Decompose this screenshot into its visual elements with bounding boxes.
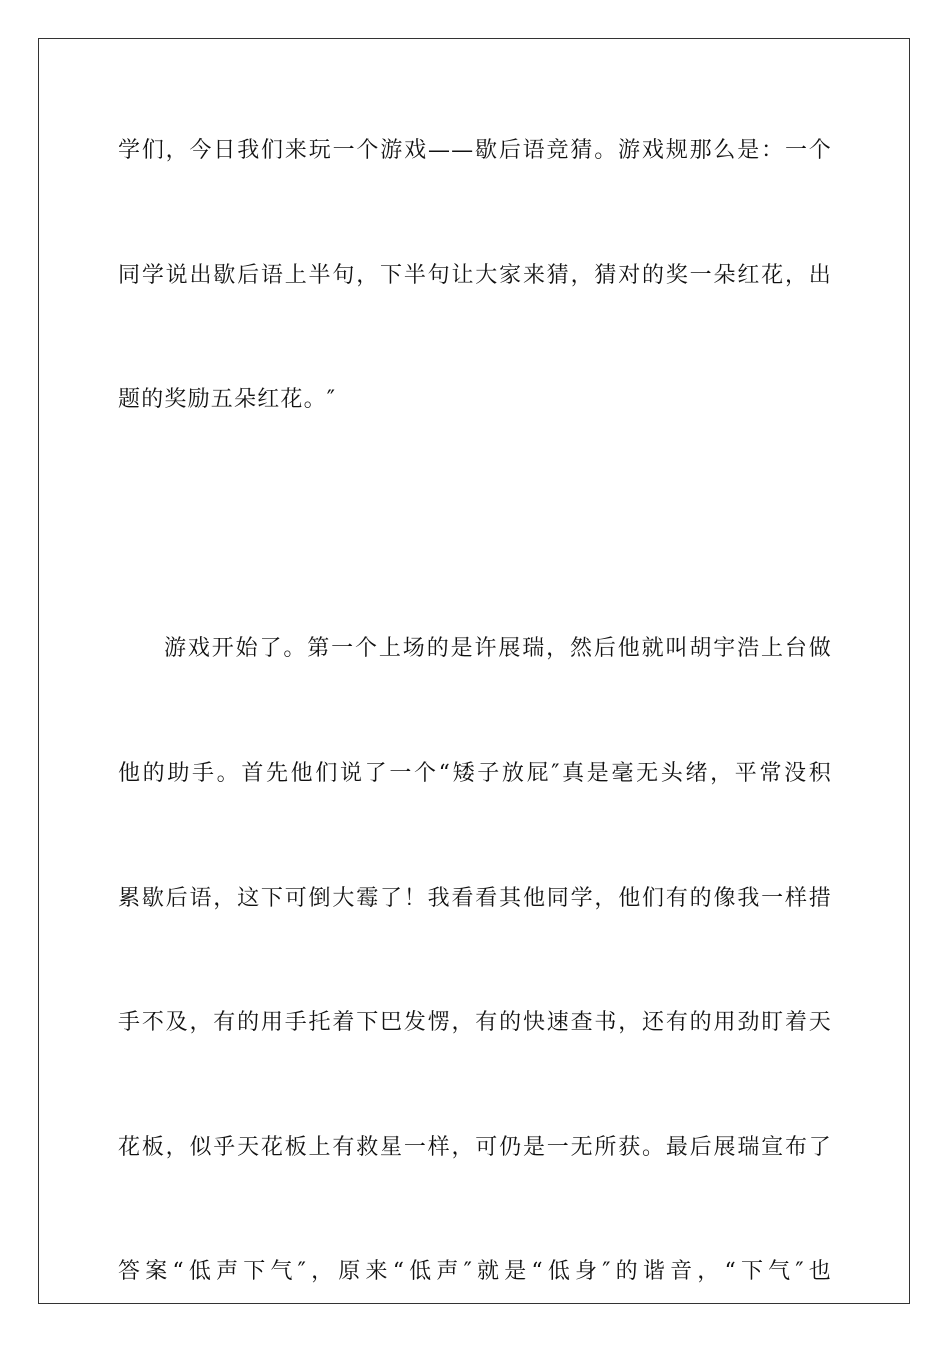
- text-line: 答案“低声下气″，原来“低声″就是“低身″的谐音，“下气″也: [118, 1259, 832, 1285]
- text-line: 花板，似乎天花板上有救星一样，可仍是一无所获。最后展瑞宣布了: [118, 1134, 832, 1160]
- text-line: 游戏开始了。第一个上场的是许展瑞，然后他就叫胡宇浩上台做: [164, 636, 832, 662]
- text-line: 累歇后语，这下可倒大霉了！我看看其他同学，他们有的像我一样措: [118, 885, 832, 911]
- text-line: 学们，今日我们来玩一个游戏——歇后语竞猜。游戏规那么是：一个: [118, 138, 832, 163]
- text-line: 题的奖励五朵红花。″: [118, 387, 337, 413]
- blank-line: [118, 500, 832, 625]
- text-line: 手不及，有的用手托着下巴发愣，有的快速查书，还有的用劲盯着天: [118, 1010, 832, 1036]
- text-line: 同学说出歇后语上半句，下半句让大家来猜，猜对的奖一朵红花，出: [118, 262, 832, 288]
- text-line: 他的助手。首先他们说了一个“矮子放屁″真是毫无头绪，平常没积: [118, 760, 832, 786]
- document-body: [118, 126, 832, 1372]
